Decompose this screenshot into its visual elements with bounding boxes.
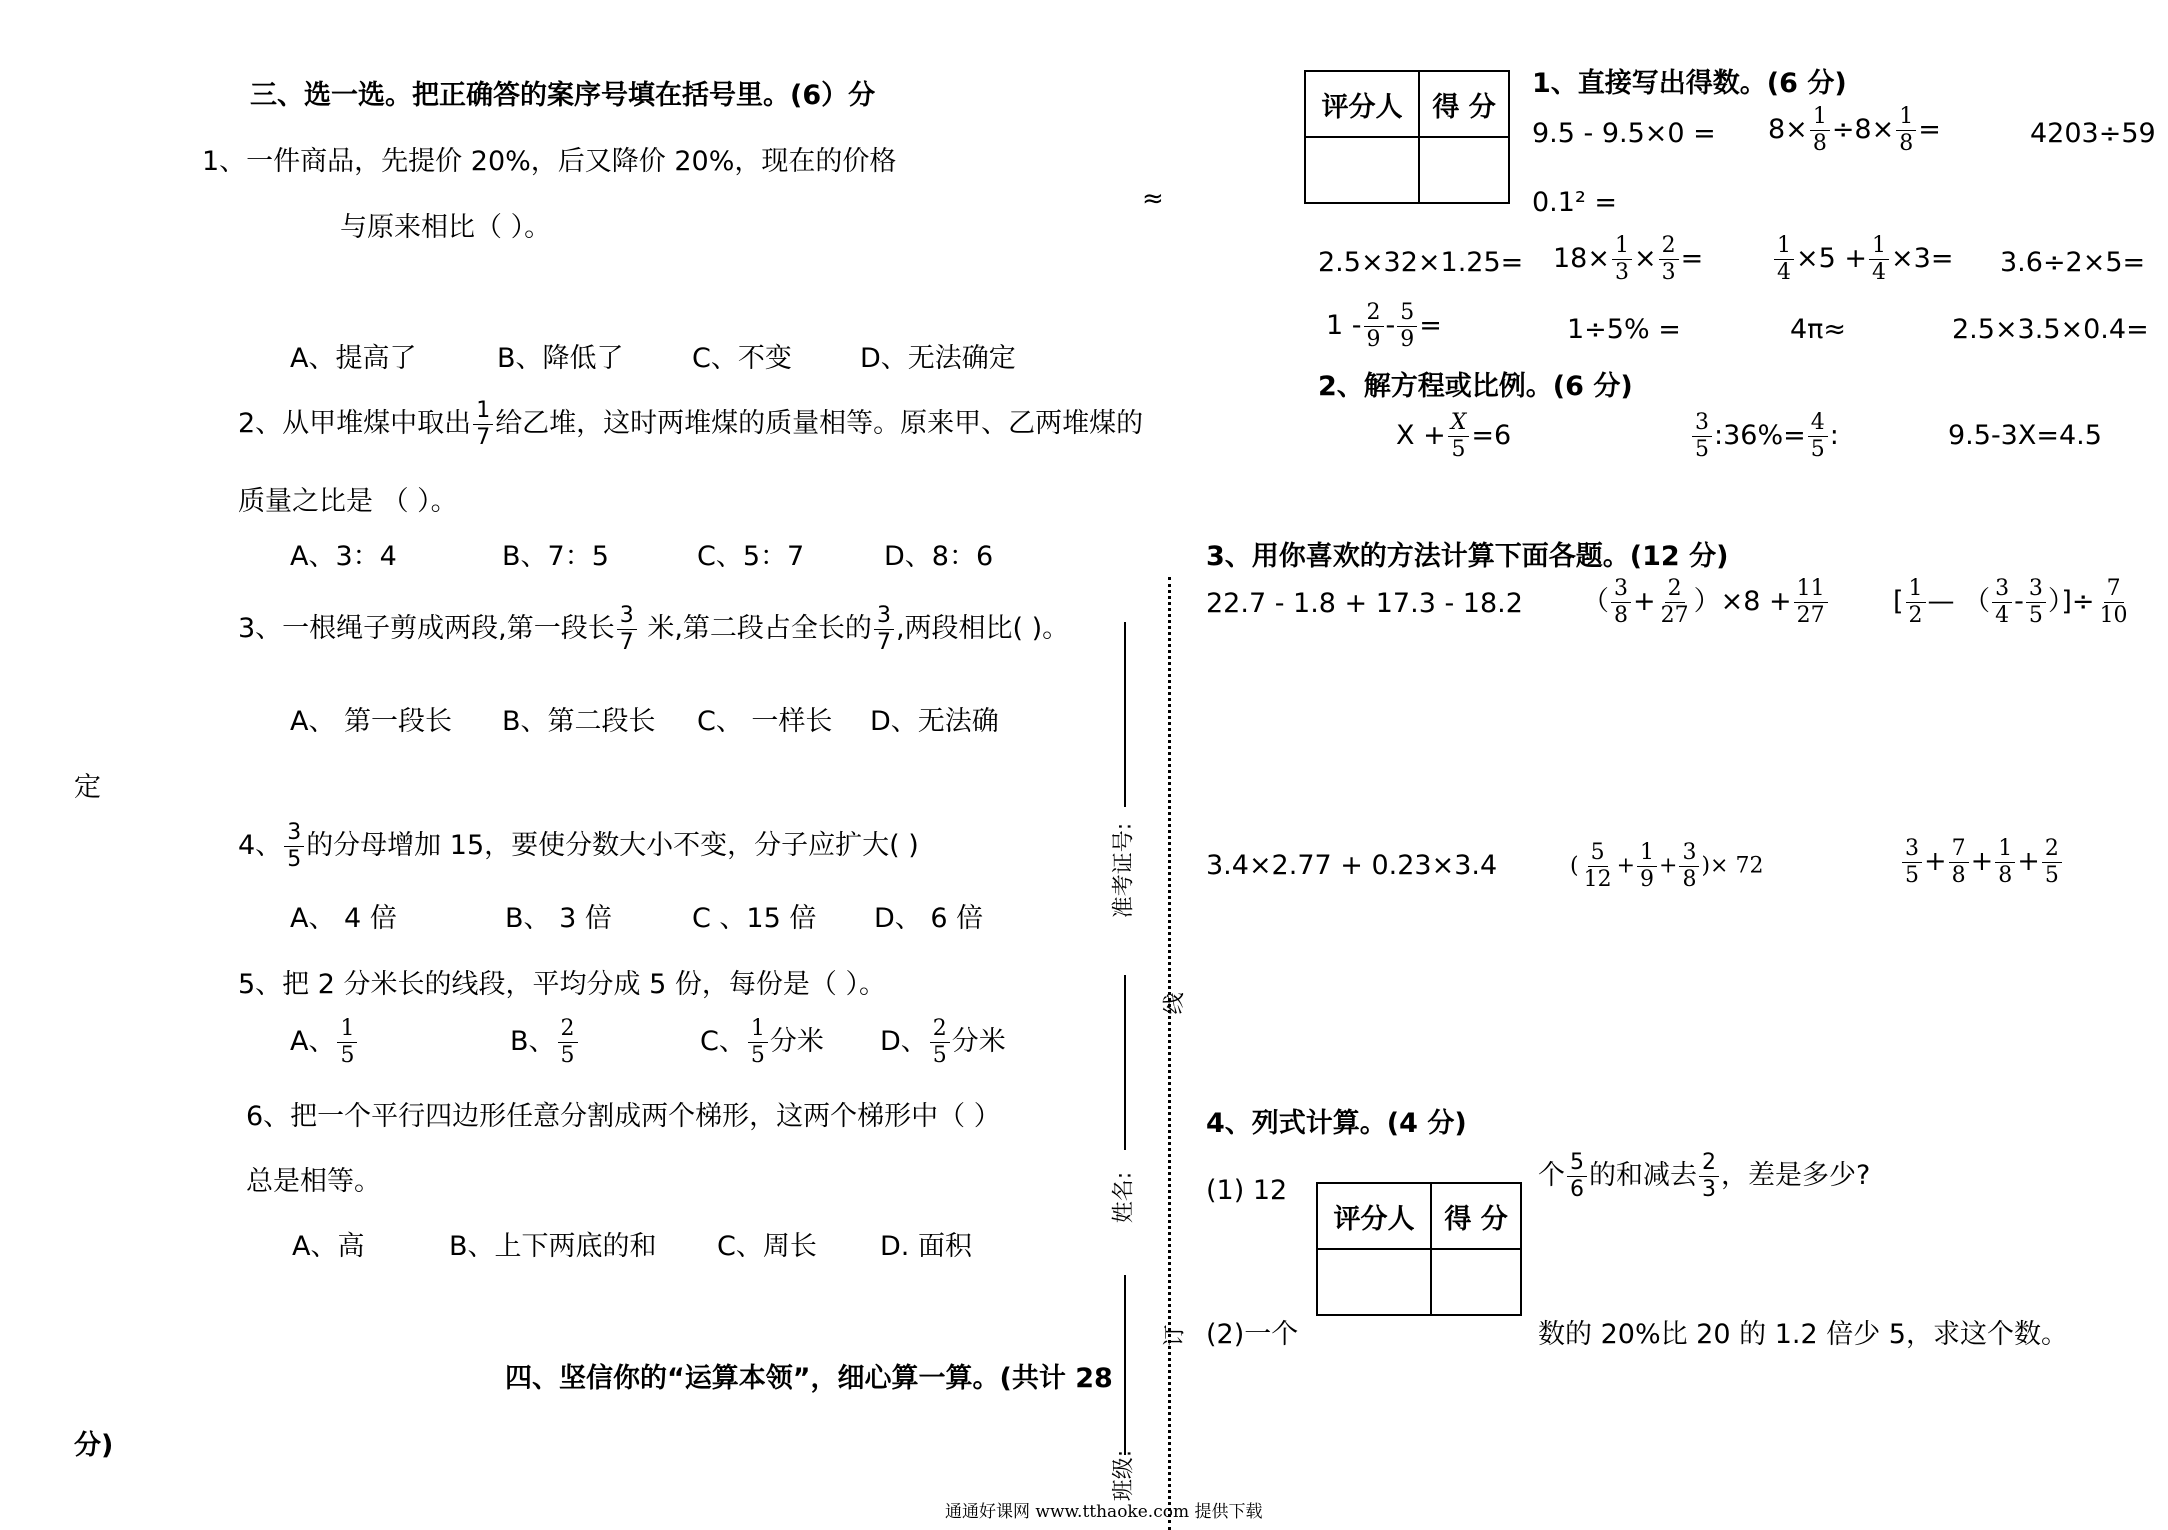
section-4-title: 四、坚信你的“运算本领”，细心算一算。(共计 28 [505, 1363, 1113, 1394]
q4-line: 4、 $\frac{3}{5}$ 的分母增加 15，要使分数大小不变，分子应扩大( ) [238, 820, 919, 872]
q2-option-b: B、7：5 [502, 541, 609, 572]
q5-option-b: B、 $\frac{2}{5}$ [510, 1018, 580, 1067]
part2-equation-1: X + $\frac{X}{5}$ =6 [1396, 410, 1512, 462]
q2-option-c: C、5：7 [697, 541, 805, 572]
reviewer-cell[interactable] [1305, 137, 1419, 203]
q3-option-d: D、无法确 [870, 706, 999, 737]
q3-option-c: C、 一样长 [697, 706, 833, 737]
part3-expr-2: （ $\frac{3}{8}$ + $\frac{2}{27}$ ）×8 + $\frac{11}{27}$ [1582, 578, 1830, 627]
q5-option-c: C、 $\frac{1}{5}$ 分米 [700, 1016, 824, 1068]
part3-expr-3: [ $\frac{1}{2}$ — （ $\frac{3}{4}$ - $\frac{3}{5}$ ）]÷ $\frac{7}{10}$ [1893, 576, 2128, 628]
binding-line-label: 线 [1162, 992, 1188, 1015]
part4-title: 4、列式计算。(4 分) [1206, 1108, 1467, 1139]
q6-line2: 总是相等。 [246, 1166, 381, 1197]
q5-option-d: D、 $\frac{2}{5}$ 分米 [880, 1016, 1006, 1068]
q2-option-a: A、3：4 [290, 541, 397, 572]
part1-expr-8: 3.6÷2×5= [2000, 247, 2146, 278]
part1-expr-9: 1 - $\frac{2}{9}$ - $\frac{5}{9}$ = [1326, 300, 1442, 352]
part4-q1-text: 个 $\frac{5}{6}$ 的和减去 $\frac{2}{3}$ ，差是多少? [1538, 1150, 1871, 1202]
q5-line: 5、把 2 分米长的线段，平均分成 5 份，每份是（ ）。 [238, 969, 886, 1000]
q2-line1: 2、从甲堆煤中取出 $\frac{1}{7}$ 给乙堆，这时两堆煤的质量相等。原来甲、乙两堆煤的 [238, 398, 1144, 450]
part3-title: 3、用你喜欢的方法计算下面各题。(12 分) [1206, 541, 1729, 572]
part1-expr-10: 1÷5% = [1567, 314, 1681, 345]
footer-source: 通通好课网 www.tthaoke.com 提供下载 [945, 1502, 1263, 1522]
part1-expr-2: 8× $\frac{1}{8}$ ÷8× $\frac{1}{8}$ = [1768, 104, 1941, 156]
part1-expr-12: 2.5×3.5×0.4= [1952, 314, 2149, 345]
part1-expr-11: 4π≈ [1790, 314, 1847, 345]
part4-q1-prefix: (1) 12 [1206, 1175, 1288, 1206]
binding-ding-label: 订 [1162, 1324, 1188, 1347]
section-4-wrap: 分) [74, 1430, 114, 1461]
score-cell[interactable] [1419, 137, 1509, 203]
q4-option-b: B、 3 倍 [505, 903, 612, 934]
q3-wrap: 定 [74, 772, 101, 803]
score-box-top [1304, 70, 1510, 204]
q6-option-a: A、高 [292, 1231, 365, 1262]
section-3-title: 三、选一选。把正确答的案序号填在括号里。(6）分 [250, 80, 876, 111]
q6-option-c: C、周长 [717, 1231, 817, 1262]
q6-line1: 6、把一个平行四边形任意分割成两个梯形，这两个梯形中（ ） [246, 1101, 1001, 1132]
q4-option-c: C 、15 倍 [692, 903, 817, 934]
q1-option-d: D、无法确定 [860, 343, 1016, 374]
part3-expr-5: ( $\frac{5}{12}$ + $\frac{1}{9}$ + $\frac{3}{8}$ )× 72 [1570, 840, 1764, 892]
reviewer-header: 评分人 [1317, 1183, 1431, 1249]
q2-option-d: D、8：6 [884, 541, 994, 572]
q6-option-d: D. 面积 [880, 1231, 972, 1262]
score-header: 得 分 [1431, 1183, 1521, 1249]
part1-title: 1、直接写出得数。(6 分) [1532, 68, 1847, 99]
q3-line1: 3、一根绳子剪成两段,第一段长 $\frac{3}{7}$ 米,第二段占全长的 $\frac{3}{7}$ ,两段相比( )。 [238, 603, 1070, 655]
q5-option-a: A、 $\frac{1}{5}$ [290, 1018, 359, 1067]
q4-option-d: D、 6 倍 [874, 903, 984, 934]
score-box-bottom [1316, 1182, 1522, 1316]
part3-expr-6: $\frac{3}{5}$ + $\frac{7}{8}$ + $\frac{1}{8}$ + $\frac{2}{5}$ [1900, 838, 2064, 887]
q1-line2: 与原来相比（ ）。 [340, 212, 552, 243]
class-underline [1124, 1275, 1126, 1455]
name-label: 姓名: [1111, 1171, 1137, 1224]
part1-expr-6: 18× $\frac{1}{3}$ × $\frac{2}{3}$ = [1553, 233, 1704, 285]
q3-option-a: A、 第一段长 [290, 706, 453, 737]
q1-option-b: B、降低了 [497, 343, 624, 374]
q1-option-c: C、不变 [692, 343, 792, 374]
part1-expr-3: 4203÷59 [2030, 118, 2156, 149]
score-header: 得 分 [1419, 71, 1509, 137]
part1-expr-5: 2.5×32×1.25= [1318, 247, 1524, 278]
part2-equation-2: $\frac{3}{5}$ :36%= $\frac{4}{5}$ : [1690, 412, 1839, 461]
part1-expr-4: 0.1² = [1532, 187, 1617, 218]
part4-q2-prefix: (2)一个 [1206, 1319, 1299, 1350]
exam-no-underline [1124, 622, 1126, 807]
part3-expr-1: 22.7 - 1.8 + 17.3 - 18.2 [1206, 588, 1523, 619]
class-label: 班级: [1111, 1449, 1137, 1502]
q3-option-b: B、第二段长 [502, 706, 656, 737]
exam-no-label: 准考证号: [1111, 822, 1137, 919]
part4-q2-text: 数的 20%比 20 的 1.2 倍少 5，求这个数。 [1538, 1319, 2068, 1350]
q4-option-a: A、 4 倍 [290, 903, 397, 934]
reviewer-header: 评分人 [1305, 71, 1419, 137]
part1-expr-7: $\frac{1}{4}$ ×5 + $\frac{1}{4}$ ×3= [1772, 235, 1953, 284]
part1-expr-1: 9.5 - 9.5×0 = [1532, 118, 1716, 149]
score-cell[interactable] [1431, 1249, 1521, 1315]
q6-option-b: B、上下两底的和 [449, 1231, 657, 1262]
q2-line2: 质量之比是 （ ）。 [238, 486, 458, 517]
q1-line1: 1、一件商品，先提价 20%，后又降价 20%，现在的价格 [202, 146, 897, 177]
name-underline [1124, 975, 1126, 1150]
reviewer-cell[interactable] [1317, 1249, 1431, 1315]
binding-dotted-line [1168, 577, 1171, 1530]
q1-option-a: A、提高了 [290, 343, 417, 374]
approx-mark: ≈ [1142, 184, 1164, 214]
q2-fraction: $\frac{1}{7}$ [473, 400, 493, 449]
part2-title: 2、解方程或比例。(6 分) [1318, 371, 1633, 402]
part2-equation-3: 9.5-3X=4.5 [1948, 420, 2102, 451]
part3-expr-4: 3.4×2.77 + 0.23×3.4 [1206, 850, 1498, 881]
